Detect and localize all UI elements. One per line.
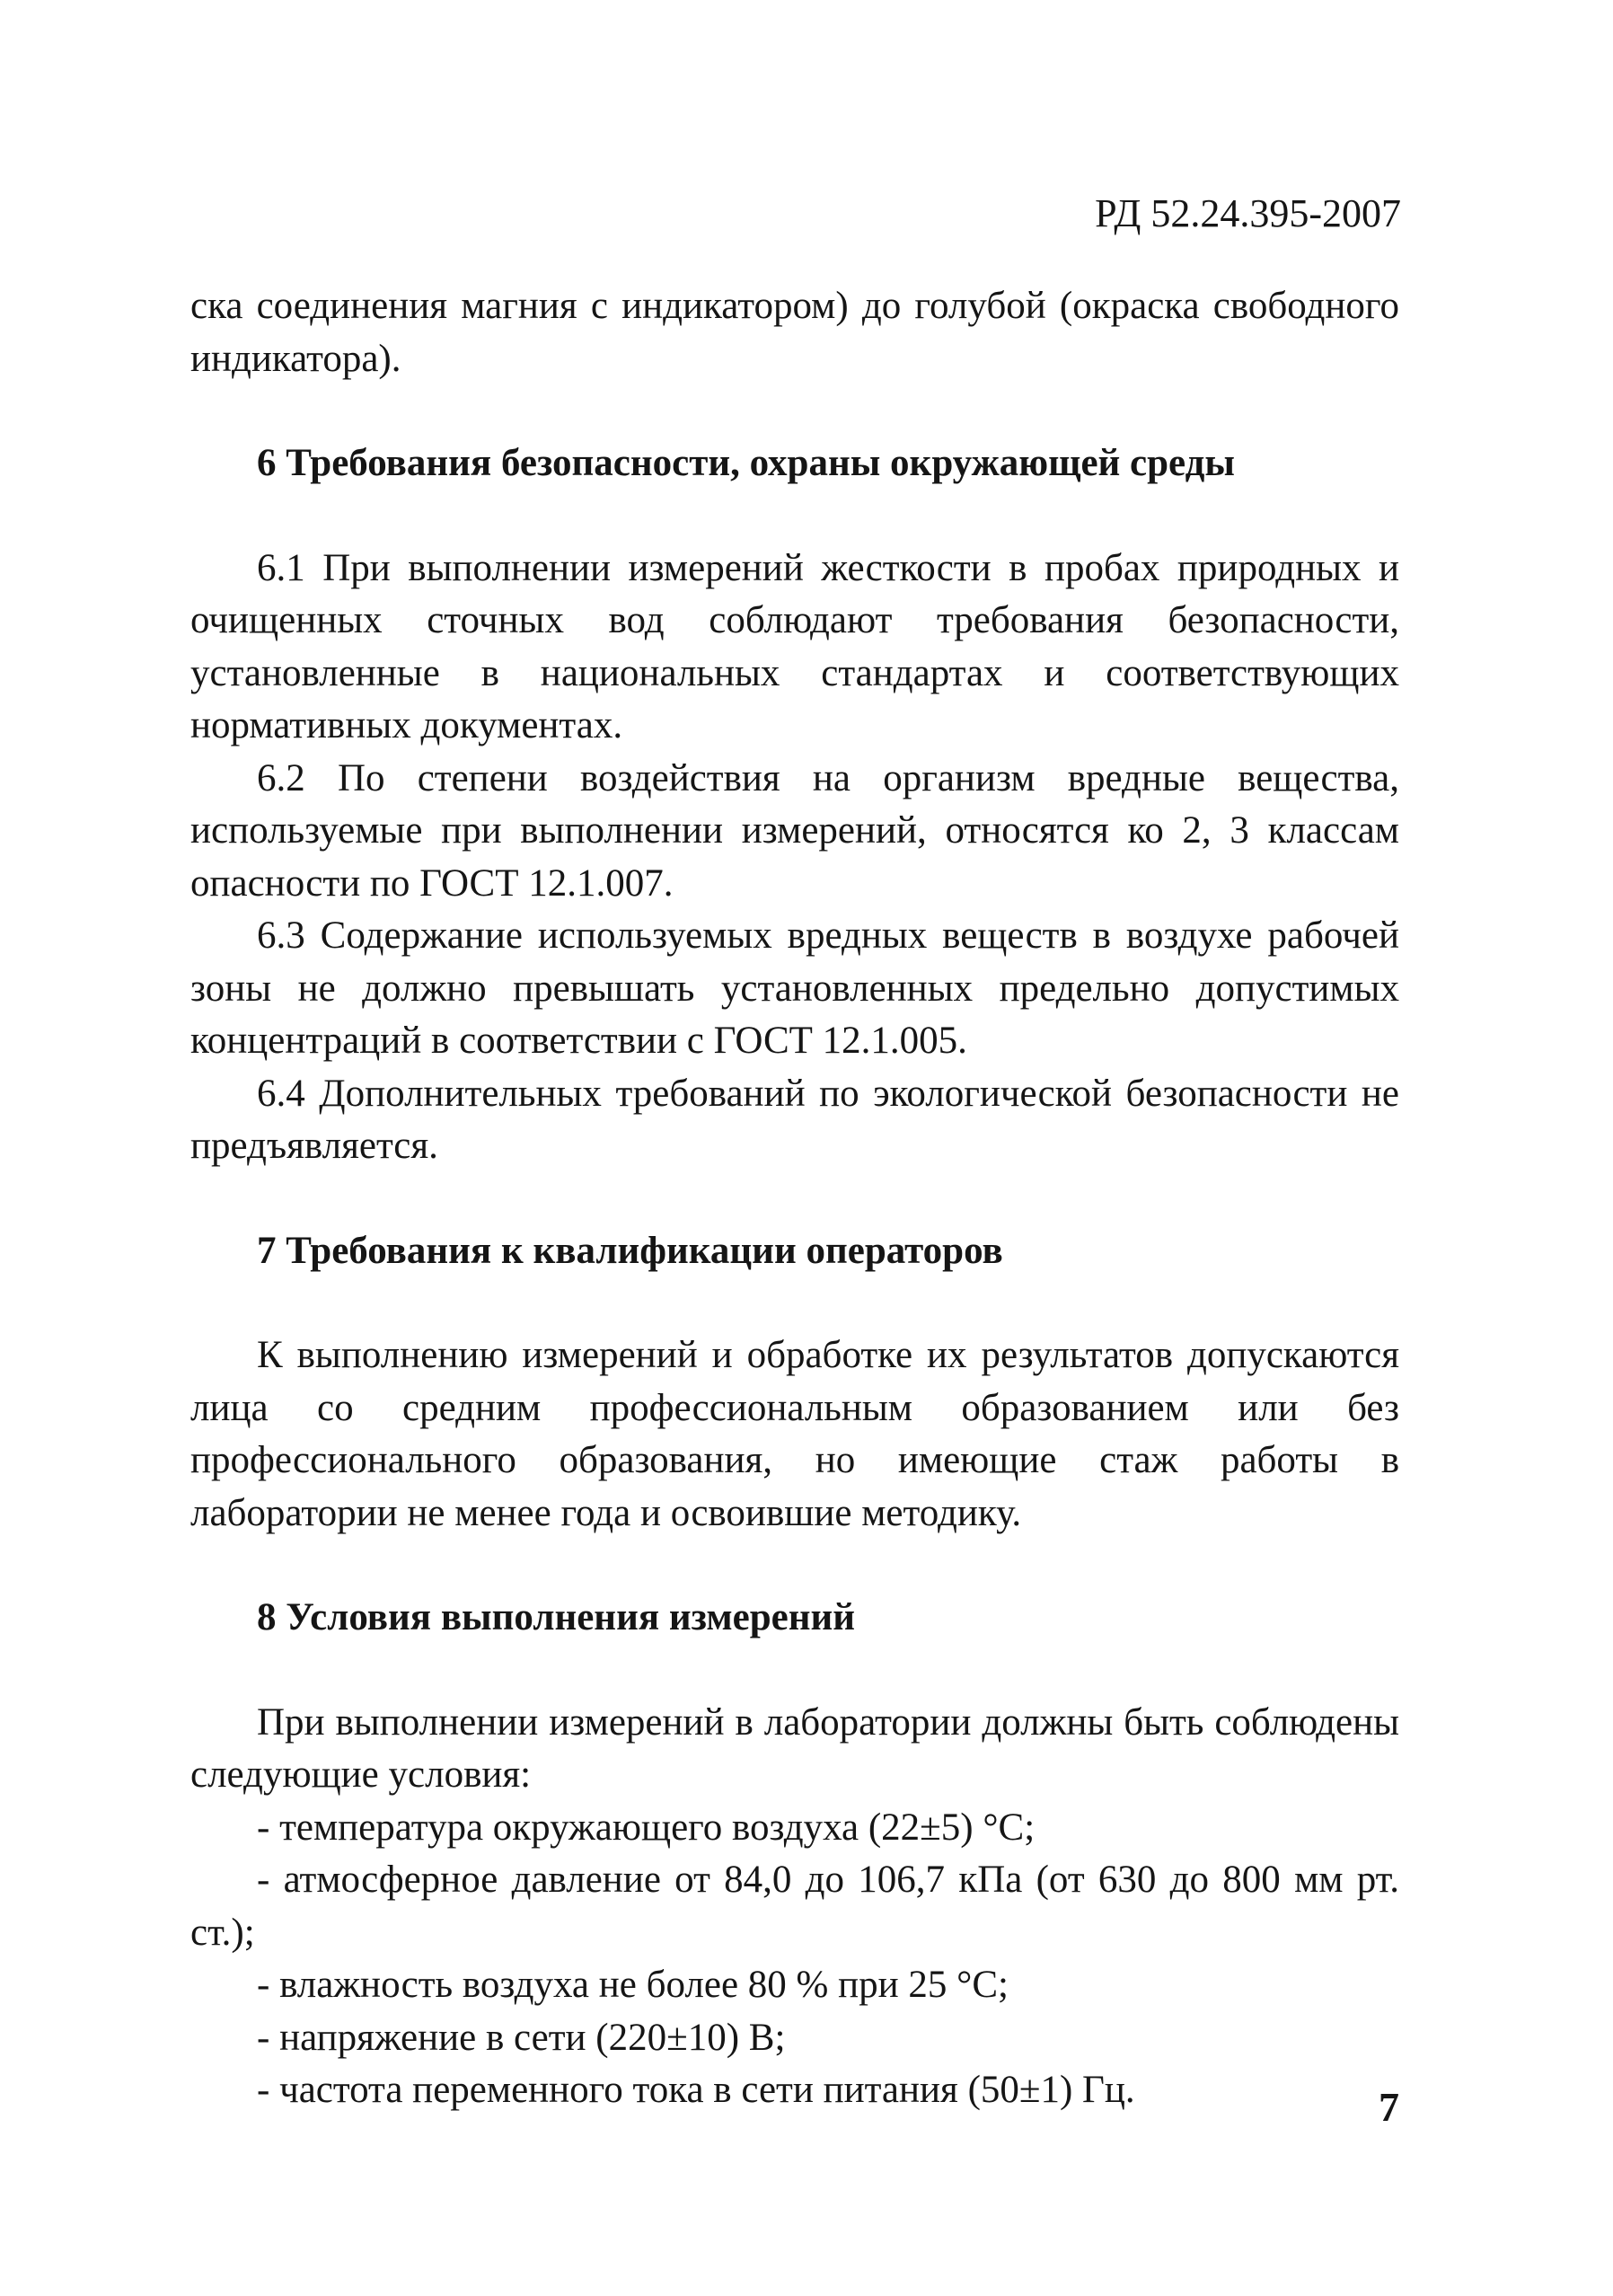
paragraph-8-intro: При выполнении измерений в лаборатории должны быть соблюдены следующие условия: [190,1700,1399,1796]
section-8-body [190,1697,1399,2117]
paragraph-6-3: 6.3 Содержание используемых вредных веществ в воздухе рабочей зоны не должно превышать установленных предельно допустимых концентраций в соответствии с ГОСТ 12.1.005. [190,914,1399,1062]
page-number: 7 [1379,2084,1399,2130]
section-7-heading: 7 Требования к квалификации операторов [257,1229,1003,1272]
document-code: РД 52.24.395-2007 [1095,191,1401,235]
condition-item: - напряжение в сети (220±10) В; [257,2016,786,2059]
section-7-body [190,1329,1399,1540]
section-6-body [190,543,1399,1173]
page-body [190,280,1399,2117]
condition-item: - влажность воздуха не более 80 % при 25 °С; [257,1964,1009,2006]
continuation-paragraph: ска соединения магния с индикатором) до голубой (окраска свободного индикатора). [190,285,1399,380]
section-6-heading: 6 Требования безопасности, охраны окружающей среды [257,442,1235,484]
condition-item: - атмосферное давление от 84,0 до 106,7 кПа (от 630 до 800 мм рт. ст.); [190,1859,1399,1954]
condition-item: - частота переменного тока в сети питания (50±1) Гц. [257,2069,1135,2111]
paragraph-6-1: 6.1 При выполнении измерений жесткости в пробах природных и очищенных сточных вод соблюдают требования безопасности, установленные в национальных стандартах и соответствующих нормативных документах. [190,546,1399,746]
condition-item: - температура окружающего воздуха (22±5) °С; [257,1806,1036,1849]
section-8-heading: 8 Условия выполнения измерений [257,1596,856,1638]
paragraph-6-2: 6.2 По степени воздействия на организм вредные вещества, используемые при выполнении измерений, относятся ко 2, 3 классам опасности по ГОСТ 12.1.007. [190,756,1399,905]
paragraph-6-4: 6.4 Дополнительных требований по экологической безопасности не предъявляется. [190,1072,1399,1167]
paragraph-7-1: К выполнению измерений и обработке их результатов допускаются лица со средним профессиональным образованием или без профессионального образования, но имеющие стаж работы в лаборатории не менее года и освоившие методику. [190,1334,1399,1534]
